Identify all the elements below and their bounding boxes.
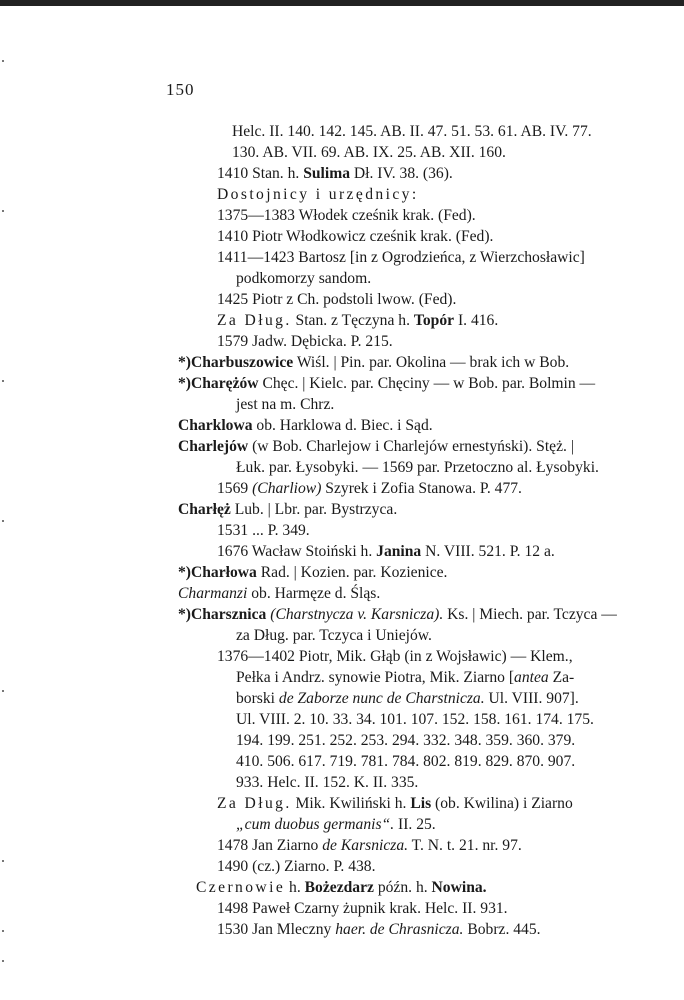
text-segment: 130. AB. VII. 69. AB. IX. 25. AB. XII. 160. <box>232 144 506 161</box>
text-segment: 410. 506. 617. 719. 781. 784. 802. 819. 829. 870. 907. <box>236 753 576 770</box>
text-line <box>236 395 334 415</box>
text-line <box>217 206 476 226</box>
text-segment: 1676 Wacław Stoiński h. <box>217 543 377 560</box>
text-segment: 1531 ... P. 349. <box>217 522 310 539</box>
bold-term: Charklowa <box>178 417 253 434</box>
scan-dot <box>2 520 4 522</box>
bold-term: Charłęż <box>178 501 231 518</box>
text-segment: N. VIII. 521. P. 12 a. <box>421 543 555 560</box>
text-segment: II. 25. <box>394 816 436 833</box>
text-line <box>217 920 541 940</box>
italic-term: (Charstnycza v. Karsnicza). <box>270 606 444 623</box>
bold-term: *)Charłowa <box>178 564 257 581</box>
text-segment: Stan. z Tęczyna h. <box>291 312 414 329</box>
text-segment: Szyrek i Zofia Stanowa. P. 477. <box>321 480 522 497</box>
bold-term: Lis <box>410 795 432 812</box>
text-segment: ob. Harklowa d. Biec. i Sąd. <box>252 417 433 434</box>
text-line <box>236 710 594 730</box>
bold-term: Sulima <box>303 165 350 182</box>
italic-term: „cum duobus germanis“. <box>236 816 395 833</box>
text-line <box>178 374 595 394</box>
bold-term: *)Charbuszowice <box>178 354 294 371</box>
text-segment: I. 416. <box>454 312 499 329</box>
text-line <box>232 122 592 142</box>
scan-dot <box>2 960 4 962</box>
text-line <box>217 290 456 310</box>
text-segment: Ul. VIII. 907]. <box>484 690 579 707</box>
text-line <box>178 605 617 625</box>
margin-scan-marks <box>2 0 8 1000</box>
text-line <box>217 227 493 247</box>
text-line <box>217 899 508 919</box>
text-segment: 194. 199. 251. 252. 253. 294. 332. 348. 359. 360. 379. <box>236 732 576 749</box>
text-segment: 1530 Jan Mleczny <box>217 921 336 938</box>
text-line <box>236 752 575 772</box>
text-segment: 1376—1402 Piotr, Mik. Głąb (in z Wojsławic) — Klem., <box>217 648 573 665</box>
italic-term: de Karsnicza. <box>322 837 409 854</box>
text-segment: T. N. t. 21. nr. 97. <box>408 837 522 854</box>
text-line <box>217 248 585 268</box>
text-segment: Lub. | Lbr. par. Bystrzyca. <box>230 501 398 518</box>
bold-term: *)Charsznica <box>178 606 267 623</box>
scan-dot <box>2 860 4 862</box>
text-segment: późn. h. <box>373 879 432 896</box>
text-segment: 1375—1383 Włodek cześnik krak. (Fed). <box>217 207 476 224</box>
text-segment: Pełka i Andrz. synowie Piotra, Mik. Ziarno [ <box>236 669 515 686</box>
text-line <box>217 794 573 814</box>
bold-term: Topór <box>413 312 455 329</box>
text-line <box>196 878 487 898</box>
text-line <box>236 731 575 751</box>
text-line <box>236 815 436 835</box>
text-segment: jest na m. Chrz. <box>236 396 335 413</box>
text-segment: 1569 <box>217 480 253 497</box>
text-segment: 933. Helc. II. 152. K. II. 335. <box>236 774 419 791</box>
text-segment: Rad. | Kozien. par. Kozienice. <box>256 564 448 581</box>
text-segment: 1410 Stan. h. <box>217 165 304 182</box>
text-line <box>178 437 574 457</box>
top-border-rule <box>0 0 684 6</box>
text-line <box>217 479 522 499</box>
text-line <box>178 563 447 583</box>
text-segment: Mik. Kwiliński h. <box>291 795 411 812</box>
text-line <box>236 689 579 709</box>
scan-dot <box>2 380 4 382</box>
text-line <box>217 185 419 205</box>
text-line <box>236 626 432 646</box>
italic-term: (Charliow) <box>252 480 322 497</box>
text-segment: Za- <box>548 669 575 686</box>
text-segment: 1498 Paweł Czarny żupnik krak. Helc. II. 931. <box>217 900 508 917</box>
text-segment: borski <box>236 690 279 707</box>
text-line <box>217 521 310 541</box>
spaced-term: Za Dług. <box>217 795 292 812</box>
italic-term: de Zaborze nunc de Charstnicza. <box>278 690 485 707</box>
bold-term: Charlejów <box>178 438 249 455</box>
text-segment: 1410 Piotr Włodkowicz cześnik krak. (Fed). <box>217 228 494 245</box>
text-segment: za Dług. par. Tczyca i Uniejów. <box>236 627 432 644</box>
text-line <box>178 353 569 373</box>
spaced-term: Za Dług. <box>217 312 292 329</box>
scan-dot <box>2 60 4 62</box>
bold-term: *)Charężów <box>178 375 259 392</box>
text-segment: Wiśl. | Pin. par. Okolina — brak ich w Bob. <box>293 354 570 371</box>
text-line <box>217 647 573 667</box>
italic-term: Charmanzi <box>178 585 248 602</box>
text-segment: Ks. | Miech. par. Tczyca — <box>443 606 617 623</box>
text-segment: Ul. VIII. 2. 10. 33. 34. 101. 107. 152. 158. 161. 174. 175. <box>236 711 594 728</box>
text-segment: ob. Harmęze d. Śląs. <box>247 585 381 602</box>
text-segment: Łuk. par. Łysobyki. — 1569 par. Przetoczno al. Łysobyki. <box>236 459 599 476</box>
scan-dot <box>2 210 4 212</box>
bold-term: Bożezdarz <box>304 879 374 896</box>
text-segment: Bobrz. 445. <box>463 921 541 938</box>
text-line <box>236 668 574 688</box>
text-line <box>178 500 397 520</box>
text-segment: (w Bob. Charlejow i Charlejów ernestyński). Stęż. | <box>248 438 574 455</box>
italic-term: antea <box>514 669 549 686</box>
text-segment: Dł. IV. 38. (36). <box>350 165 453 182</box>
text-segment: 1478 Jan Ziarno <box>217 837 323 854</box>
text-segment: Helc. II. 140. 142. 145. AB. II. 47. 51. 53. 61. AB. IV. 77. <box>232 123 592 140</box>
text-line <box>178 584 380 604</box>
scan-dot <box>2 690 4 692</box>
scan-dot <box>2 930 4 932</box>
text-line <box>217 857 376 877</box>
bold-term: Nowina. <box>431 879 487 896</box>
text-line <box>178 416 433 436</box>
page-number: 150 <box>166 80 195 99</box>
text-segment: h. <box>285 879 305 896</box>
text-line <box>217 332 393 352</box>
text-segment: 1425 Piotr z Ch. podstoli lwow. (Fed). <box>217 291 457 308</box>
text-line <box>217 164 453 184</box>
text-segment: 1579 Jadw. Dębicka. P. 215. <box>217 333 393 350</box>
text-line <box>217 542 555 562</box>
bold-term: Janina <box>376 543 422 560</box>
text-line <box>217 836 522 856</box>
text-segment: 1411—1423 Bartosz [in z Ogrodzieńca, z Wierzchosławic] <box>217 249 585 266</box>
text-line <box>236 269 371 289</box>
text-segment: 1490 (cz.) Ziarno. P. 438. <box>217 858 376 875</box>
text-line <box>236 458 599 478</box>
spaced-term: Dostojnicy i urzędnicy: <box>217 186 419 203</box>
italic-term: haer. de Chrasnicza. <box>335 921 464 938</box>
text-segment: podkomorzy sandom. <box>236 270 372 287</box>
text-line <box>217 311 498 331</box>
text-line <box>232 143 506 163</box>
text-segment: (ob. Kwilina) i Ziarno <box>431 795 573 812</box>
spaced-term: Czernowie <box>196 879 286 896</box>
text-segment: Chęc. | Kielc. par. Chęciny — w Bob. par. Bolmin — <box>258 375 596 392</box>
text-line <box>236 773 418 793</box>
